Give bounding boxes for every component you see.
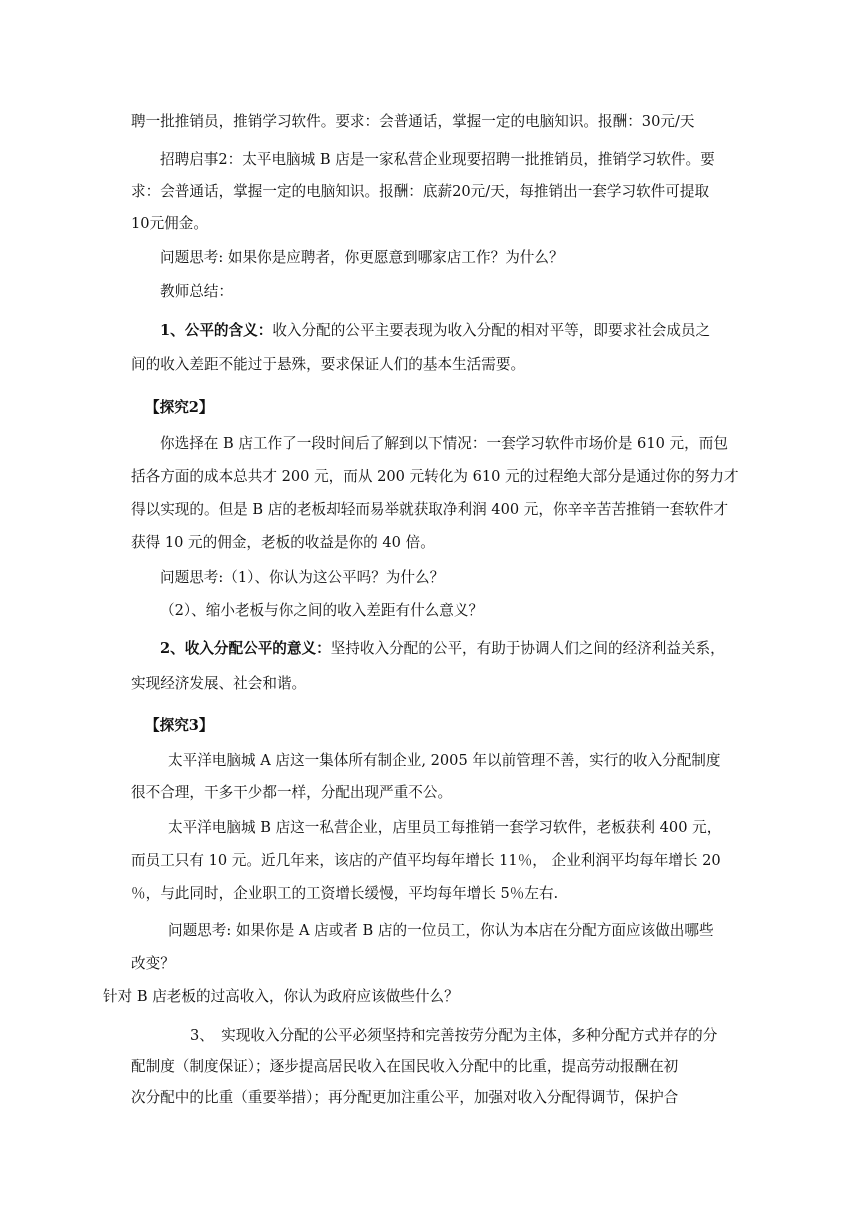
text-line: 得以实现的。但是 B 店的老板却轻而易举就获取净利润 400 元，你辛辛苦苦推销一套软件才	[131, 501, 729, 518]
text-line: 太平洋电脑城 B 店这一私营企业，店里员工每推销一套学习软件，老板获利 400 元，	[168, 819, 722, 836]
section-heading-explore-2: 【探究2】	[145, 399, 214, 416]
paragraph-fairness-significance	[160, 639, 725, 659]
text-line: 改变？	[131, 955, 175, 972]
text-line: 求：会普通话，掌握一定的电脑知识。报酬：底薪20元/天，每推销出一套学习软件可提取	[131, 183, 710, 200]
heading-fairness-significance: 2、收入分配公平的意义：	[160, 640, 331, 657]
text-line: 配制度（制度保证）；逐步提高居民收入在国民收入分配中的比重，提高劳动报酬在初	[131, 1058, 679, 1075]
text-run: 坚持收入分配的公平，有助于协调人们之间的经济利益关系，	[330, 640, 725, 657]
text-line: 问题思考: 如果你是应聘者，你更愿意到哪家店工作？为什么？	[160, 249, 564, 266]
text-line: 教师总结：	[160, 283, 233, 300]
text-run: 收入分配的公平主要表现为收入分配的相对平等，即要求社会成员之	[272, 322, 711, 339]
text-line: 10元佣金。	[131, 215, 208, 232]
heading-fairness-meaning: 1、公平的含义：	[160, 322, 273, 339]
section-heading-explore-3: 【探究3】	[145, 717, 214, 734]
text-line: 而员工只有 10 元。近几年来，该店的产值平均每年增长 11％， 企业利润平均每年增长 20	[131, 852, 721, 869]
text-line: 3、 实现收入分配的公平必须坚持和完善按劳分配为主体，多种分配方式并存的分	[190, 1027, 718, 1044]
text-line: 聘一批推销员，推销学习软件。要求：会普通话，掌握一定的电脑知识。报酬：30元/天	[131, 113, 695, 130]
text-line: 次分配中的比重（重要举措）；再分配更加注重公平，加强对收入分配得调节，保护合	[131, 1089, 679, 1106]
paragraph-fairness-meaning	[160, 321, 710, 341]
text-line: 很不合理，干多干少都一样，分配出现严重不公。	[131, 784, 453, 801]
text-line: 括各方面的成本总共才 200 元，而从 200 元转化为 610 元的过程绝大部分是通过你的努力才	[131, 468, 739, 485]
text-line: 实现经济发展、社会和谐。	[131, 675, 307, 692]
text-line: 招聘启事2：太平电脑城 B 店是一家私营企业现要招聘一批推销员，推销学习软件。要	[160, 151, 715, 168]
text-line: 问题思考: 如果你是 A 店或者 B 店的一位员工，你认为本店在分配方面应该做出哪些	[168, 922, 714, 939]
text-line: ％，与此同时，企业职工的工资增长缓慢，平均每年增长 5％左右.	[131, 885, 559, 902]
text-line: 问题思考:（1）、你认为这公平吗？为什么？	[160, 569, 445, 586]
text-line: （2）、缩小老板与你之间的收入差距有什么意义？	[160, 602, 484, 619]
text-line: 获得 10 元的佣金，老板的收益是你的 40 倍。	[131, 534, 435, 551]
text-line: 间的收入差距不能过于悬殊，要求保证人们的基本生活需要。	[131, 356, 526, 373]
text-line: 针对 B 店老板的过高收入，你认为政府应该做些什么？	[103, 988, 459, 1005]
text-line: 你选择在 B 店工作了一段时间后了解到以下情况：一套学习软件市场价是 610 元，而包	[160, 435, 728, 452]
text-line: 太平洋电脑城 A 店这一集体所有制企业, 2005 年以前管理不善，实行的收入分配制度	[168, 752, 721, 769]
